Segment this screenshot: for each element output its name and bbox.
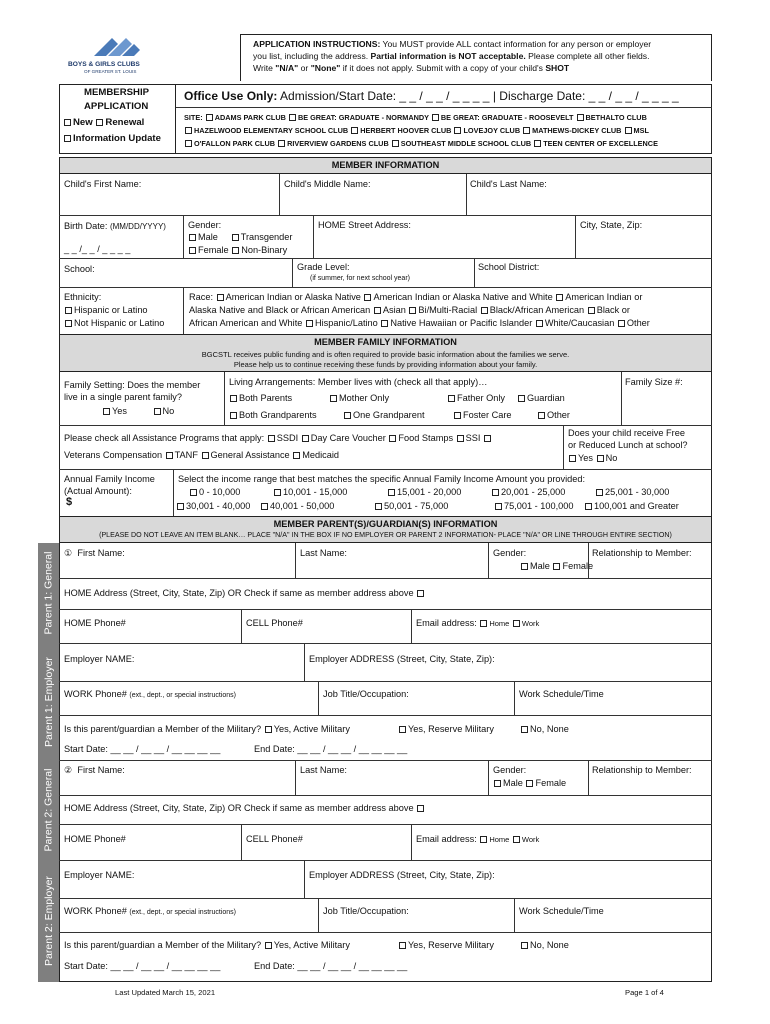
ethnicity-label: Ethnicity: <box>64 292 102 302</box>
parent2-home-address-label[interactable]: HOME Address (Street, City, State, Zip) OR Check if same as member address above <box>64 803 426 813</box>
parent2-gender-options[interactable]: Male Female <box>493 778 566 788</box>
school-district-label: School District: <box>478 262 540 272</box>
parent2-end-date[interactable]: End Date: __ __ / __ __ / __ __ __ __ <box>254 961 408 971</box>
parent1-start-date[interactable]: Start Date: __ __ / __ __ / __ __ __ __ <box>64 744 221 754</box>
divider <box>59 932 712 933</box>
divider <box>224 372 225 425</box>
parent2-gender-label: Gender: <box>493 765 527 775</box>
gender-label: Gender: <box>188 220 222 230</box>
parent1-last-name-label: Last Name: <box>300 548 347 558</box>
free-lunch-line1: Does your child receive Free <box>568 428 685 438</box>
family-size-label: Family Size #: <box>625 377 683 387</box>
city-state-zip-label: City, State, Zip: <box>580 220 643 230</box>
checkbox[interactable] <box>190 489 197 496</box>
parent2-relationship-label: Relationship to Member: <box>592 765 692 775</box>
gender-row1[interactable]: Male Transgender <box>188 232 292 242</box>
checkbox[interactable] <box>103 408 110 415</box>
office-sites-row2[interactable]: HAZELWOOD ELEMENTARY SCHOOL CLUB HERBERT HOOVER CLUB LOVEJOY CLUB MATHEWS-DICKEY CLUB MSL <box>184 126 649 135</box>
family-info-note2: Please help us to continue receiving these funds by providing information about your family. <box>233 360 538 369</box>
member-info-title: MEMBER INFORMATION <box>331 160 440 170</box>
family-info-note1: BGCSTL receives public funding and is often required to provide basic information about the families we serve. <box>201 350 570 359</box>
divider <box>59 860 712 861</box>
parent1-general-label: Parent 1: General <box>38 543 59 643</box>
checkbox[interactable] <box>585 503 592 510</box>
checkbox[interactable] <box>521 726 528 733</box>
divider <box>59 469 712 470</box>
divider <box>241 609 242 643</box>
checkbox[interactable] <box>306 320 313 327</box>
parent2-employer-address-label: Employer ADDRESS (Street, City, State, Zip): <box>309 870 495 880</box>
parent1-home-address-label[interactable]: HOME Address (Street, City, State, Zip) OR Check if same as member address above <box>64 588 426 598</box>
child-middle-name-label: Child's Middle Name: <box>284 179 371 189</box>
info-update-checkbox[interactable] <box>64 135 71 142</box>
divider <box>59 287 712 288</box>
logo <box>68 34 168 78</box>
checkbox[interactable] <box>185 140 192 147</box>
checkbox[interactable] <box>293 452 300 459</box>
checkbox[interactable] <box>217 294 224 301</box>
parent1-work-phone-label: WORK Phone# (ext., dept., or special instructions) <box>64 689 236 699</box>
divider <box>173 469 174 516</box>
home-street-address-label: HOME Street Address: <box>318 220 411 230</box>
divider <box>474 258 475 287</box>
parent2-general-label: Parent 2: General <box>38 760 59 860</box>
assistance-row2[interactable]: Veterans Compensation TANF General Assistance Medicaid <box>64 450 340 460</box>
divider <box>588 543 589 578</box>
checkbox[interactable] <box>417 805 424 812</box>
parent1-job-title-label: Job Title/Occupation: <box>323 689 409 699</box>
checkbox[interactable] <box>454 412 461 419</box>
logo-subtext: OF GREATER ST. LOUIS <box>84 69 137 74</box>
logo-text: BOYS & GIRLS CLUBS <box>68 61 140 68</box>
checkbox[interactable] <box>521 942 528 949</box>
divider <box>279 174 280 215</box>
divider <box>59 681 712 682</box>
race-row2[interactable]: Alaska Native and Black or African American Asian Bi/Multi-Racial Black/African American Black or <box>189 305 630 315</box>
checkbox[interactable] <box>399 726 406 733</box>
divider <box>411 609 412 643</box>
checkbox[interactable] <box>526 780 533 787</box>
divider <box>313 215 314 258</box>
checkbox[interactable] <box>388 489 395 496</box>
checkbox[interactable] <box>185 127 192 134</box>
divider <box>304 643 305 681</box>
divider <box>59 824 712 825</box>
divider <box>295 543 296 578</box>
parent2-employer-name-label: Employer NAME: <box>64 870 135 880</box>
checkbox[interactable] <box>274 489 281 496</box>
parent1-first-name-label: ① First Name: <box>64 548 125 558</box>
divider <box>318 898 319 932</box>
checkbox[interactable] <box>302 435 309 442</box>
divider <box>292 258 293 287</box>
parent1-end-date[interactable]: End Date: __ __ / __ __ / __ __ __ __ <box>254 744 408 754</box>
living-arrangements-label: Living Arrangements: Member lives with (check all that apply)… <box>229 377 488 387</box>
instructions-line1: APPLICATION INSTRUCTIONS: You MUST provide ALL contact information for any person or employer <box>253 39 652 49</box>
grade-level-note: (if summer, for next school year) <box>310 275 410 282</box>
checkbox[interactable] <box>166 452 173 459</box>
birth-date-label: Birth Date: (MM/DD/YYYY) <box>64 221 166 231</box>
parent1-gender-options[interactable]: Male Female <box>520 561 593 571</box>
membership-title: MEMBERSHIP <box>84 87 150 98</box>
checkbox[interactable] <box>189 234 196 241</box>
divider <box>59 609 712 610</box>
checkbox[interactable] <box>265 942 272 949</box>
divider <box>59 215 712 216</box>
instructions-line2: you list, including the address. Partial information is NOT acceptable. Please complete all other fields. <box>253 51 650 61</box>
divider <box>241 824 242 860</box>
checkbox[interactable] <box>206 114 213 121</box>
family-setting-options[interactable]: Yes No <box>102 406 174 416</box>
birth-date-blank[interactable]: _ _ /_ _ / _ _ _ _ <box>64 244 131 254</box>
family-info-title: MEMBER FAMILY INFORMATION <box>314 337 457 347</box>
parent1-employer-address-label: Employer ADDRESS (Street, City, State, Zip): <box>309 654 495 664</box>
checkbox[interactable] <box>518 395 525 402</box>
checkbox[interactable] <box>513 620 520 627</box>
checkbox[interactable] <box>351 127 358 134</box>
family-setting-line2: live in a single parent family? <box>64 392 182 402</box>
checkbox[interactable] <box>536 320 543 327</box>
parent2-work-phone-label: WORK Phone# (ext., dept., or special instructions) <box>64 906 236 916</box>
checkbox[interactable] <box>389 435 396 442</box>
checkbox[interactable] <box>495 503 502 510</box>
race-row3[interactable]: African American and White Hispanic/Latino Native Hawaiian or Pacific Islander White/Caucasian Other <box>189 318 650 328</box>
checkbox[interactable] <box>364 294 371 301</box>
checkbox[interactable] <box>553 563 560 570</box>
office-sites-row3[interactable]: O'FALLON PARK CLUB RIVERVIEW GARDENS CLUB SOUTHEAST MIDDLE SCHOOL CLUB TEEN CENTER OF EXCELLENCE <box>184 139 658 148</box>
school-label: School: <box>64 264 95 274</box>
parent1-home-phone-label: HOME Phone# <box>64 618 126 628</box>
child-last-name-label: Child's Last Name: <box>470 179 547 189</box>
divider <box>183 215 184 258</box>
checkbox[interactable] <box>513 836 520 843</box>
parent2-home-phone-label: HOME Phone# <box>64 834 126 844</box>
checkbox[interactable] <box>381 320 388 327</box>
grade-level-label: Grade Level: <box>297 262 350 272</box>
divider <box>59 643 712 644</box>
checkbox[interactable] <box>232 247 239 254</box>
divider <box>588 760 589 795</box>
checkbox[interactable] <box>432 114 439 121</box>
income-select-label: Select the income range that best matches the specific Annual Family Income Amount you provided: <box>178 474 586 484</box>
checkbox[interactable] <box>538 412 545 419</box>
assistance-row1[interactable]: Please check all Assistance Programs that apply: SSDI Day Care Voucher Food Stamps SSI <box>64 433 493 443</box>
checkbox[interactable] <box>399 942 406 949</box>
divider <box>563 425 564 469</box>
checkbox[interactable] <box>261 503 268 510</box>
family-setting-line1: Family Setting: Does the member <box>64 380 201 390</box>
divider <box>488 543 489 578</box>
checkbox[interactable] <box>569 455 576 462</box>
parent1-gender-label: Gender: <box>493 548 527 558</box>
divider <box>183 287 184 334</box>
checkbox[interactable] <box>409 307 416 314</box>
checkbox[interactable] <box>457 435 464 442</box>
checkbox[interactable] <box>480 836 487 843</box>
last-updated: Last Updated March 15, 2021 <box>115 988 216 997</box>
checkbox[interactable] <box>189 247 196 254</box>
divider <box>466 174 467 215</box>
parent2-employer-label: Parent 2: Employer <box>38 860 59 982</box>
divider <box>295 760 296 795</box>
parent2-job-title-label: Job Title/Occupation: <box>323 906 409 916</box>
checkbox[interactable] <box>556 294 563 301</box>
divider <box>59 898 712 899</box>
parent1-email-label[interactable]: Email address: Home Work <box>416 618 540 628</box>
child-first-name-label: Child's First Name: <box>64 179 142 189</box>
checkbox[interactable] <box>484 435 491 442</box>
divider <box>59 795 712 796</box>
checkbox[interactable] <box>375 503 382 510</box>
divider <box>514 681 515 715</box>
checkbox[interactable] <box>480 620 487 627</box>
parent2-last-name-label: Last Name: <box>300 765 347 775</box>
divider <box>59 425 712 426</box>
new-checkbox[interactable] <box>64 119 71 126</box>
checkbox[interactable] <box>521 563 528 570</box>
checkbox[interactable] <box>523 127 530 134</box>
checkbox[interactable] <box>232 234 239 241</box>
income-label-line1: Annual Family Income <box>64 474 155 484</box>
divider <box>59 715 712 716</box>
parent1-work-schedule-label: Work Schedule/Time <box>519 689 604 699</box>
checkbox[interactable] <box>494 780 501 787</box>
checkbox[interactable] <box>344 412 351 419</box>
checkbox[interactable] <box>597 455 604 462</box>
office-sites-row1[interactable]: SITE: ADAMS PARK CLUB BE GREAT: GRADUATE - NORMANDY BE GREAT: GRADUATE - ROOSEVELT BETHALTO CLUB <box>184 113 647 122</box>
parent1-employer-label: Parent 1: Employer <box>38 643 59 760</box>
checkbox[interactable] <box>265 726 272 733</box>
checkbox[interactable] <box>618 320 625 327</box>
renewal-checkbox[interactable] <box>96 119 103 126</box>
checkbox[interactable] <box>392 140 399 147</box>
parent1-relationship-label: Relationship to Member: <box>592 548 692 558</box>
checkbox[interactable] <box>230 395 237 402</box>
divider <box>621 372 622 425</box>
logo-icon <box>88 34 148 60</box>
parent2-first-name-label: ② First Name: <box>64 765 125 775</box>
parent2-cell-phone-label: CELL Phone# <box>246 834 303 844</box>
ethnicity-not-hispanic[interactable]: Not Hispanic or Latino <box>64 318 164 328</box>
divider <box>318 681 319 715</box>
checkbox[interactable] <box>481 307 488 314</box>
race-row1[interactable]: Race: American Indian or Alaska Native American Indian or Alaska Native and White American Indian or <box>189 292 643 302</box>
parent2-email-label[interactable]: Email address: Home Work <box>416 834 540 844</box>
membership-info-update[interactable]: Information Update <box>63 133 161 144</box>
checkbox[interactable] <box>268 435 275 442</box>
checkbox[interactable] <box>154 408 161 415</box>
checkbox[interactable] <box>577 114 584 121</box>
parents-info-note: (PLEASE DO NOT LEAVE AN ITEM BLANK… PLACE "N/A" IN THE BOX IF NO EMPLOYER OR PARENT 2 INFORMATION- PLACE "N/A" OR LINE THROUGH ENTIRE SECTION) <box>99 531 672 539</box>
checkbox[interactable] <box>289 114 296 121</box>
office-dates: Office Use Only: Admission/Start Date: _ _ / _ _ / _ _ _ _ | Discharge Date: _ _ / _ _ / _ _ _ _ <box>184 89 679 103</box>
checkbox[interactable] <box>492 489 499 496</box>
ethnicity-hispanic[interactable]: Hispanic or Latino <box>64 305 148 315</box>
checkbox[interactable] <box>454 127 461 134</box>
checkbox[interactable] <box>278 140 285 147</box>
income-dollar[interactable]: $ <box>66 496 73 508</box>
checkbox[interactable] <box>202 452 209 459</box>
membership-new-renewal[interactable]: New Renewal <box>63 117 144 128</box>
divider <box>59 258 712 259</box>
parent1-employer-name-label: Employer NAME: <box>64 654 135 664</box>
free-lunch-line2: or Reduced Lunch at school? <box>568 440 688 450</box>
checkbox[interactable] <box>417 590 424 597</box>
checkbox[interactable] <box>177 503 184 510</box>
checkbox[interactable] <box>588 307 595 314</box>
income-label-line2: (Actual Amount): <box>64 486 132 496</box>
divider <box>59 578 712 579</box>
checkbox[interactable] <box>374 307 381 314</box>
membership-subtitle: APPLICATION <box>84 101 149 112</box>
checkbox[interactable] <box>65 320 72 327</box>
divider <box>304 860 305 898</box>
checkbox[interactable] <box>534 140 541 147</box>
checkbox[interactable] <box>596 489 603 496</box>
checkbox[interactable] <box>330 395 337 402</box>
checkbox[interactable] <box>625 127 632 134</box>
divider <box>411 824 412 860</box>
divider <box>575 215 576 258</box>
divider <box>514 898 515 932</box>
parents-info-title: MEMBER PARENT(S)/GUARDIAN(S) INFORMATION <box>273 519 498 529</box>
instructions-line3: Write "N/A" or "None" if it does not apply. Submit with a copy of your child's SHOT <box>253 63 570 73</box>
free-lunch-options[interactable]: Yes No <box>568 453 617 463</box>
parent2-work-schedule-label: Work Schedule/Time <box>519 906 604 916</box>
gender-row2[interactable]: Female Non-Binary <box>188 245 287 255</box>
checkbox[interactable] <box>230 412 237 419</box>
divider <box>176 107 712 108</box>
parent2-start-date[interactable]: Start Date: __ __ / __ __ / __ __ __ __ <box>64 961 221 971</box>
checkbox[interactable] <box>448 395 455 402</box>
page-number: Page 1 of 4 <box>625 988 664 997</box>
divider <box>59 760 712 761</box>
parent1-cell-phone-label: CELL Phone# <box>246 618 303 628</box>
divider <box>488 760 489 795</box>
checkbox[interactable] <box>65 307 72 314</box>
